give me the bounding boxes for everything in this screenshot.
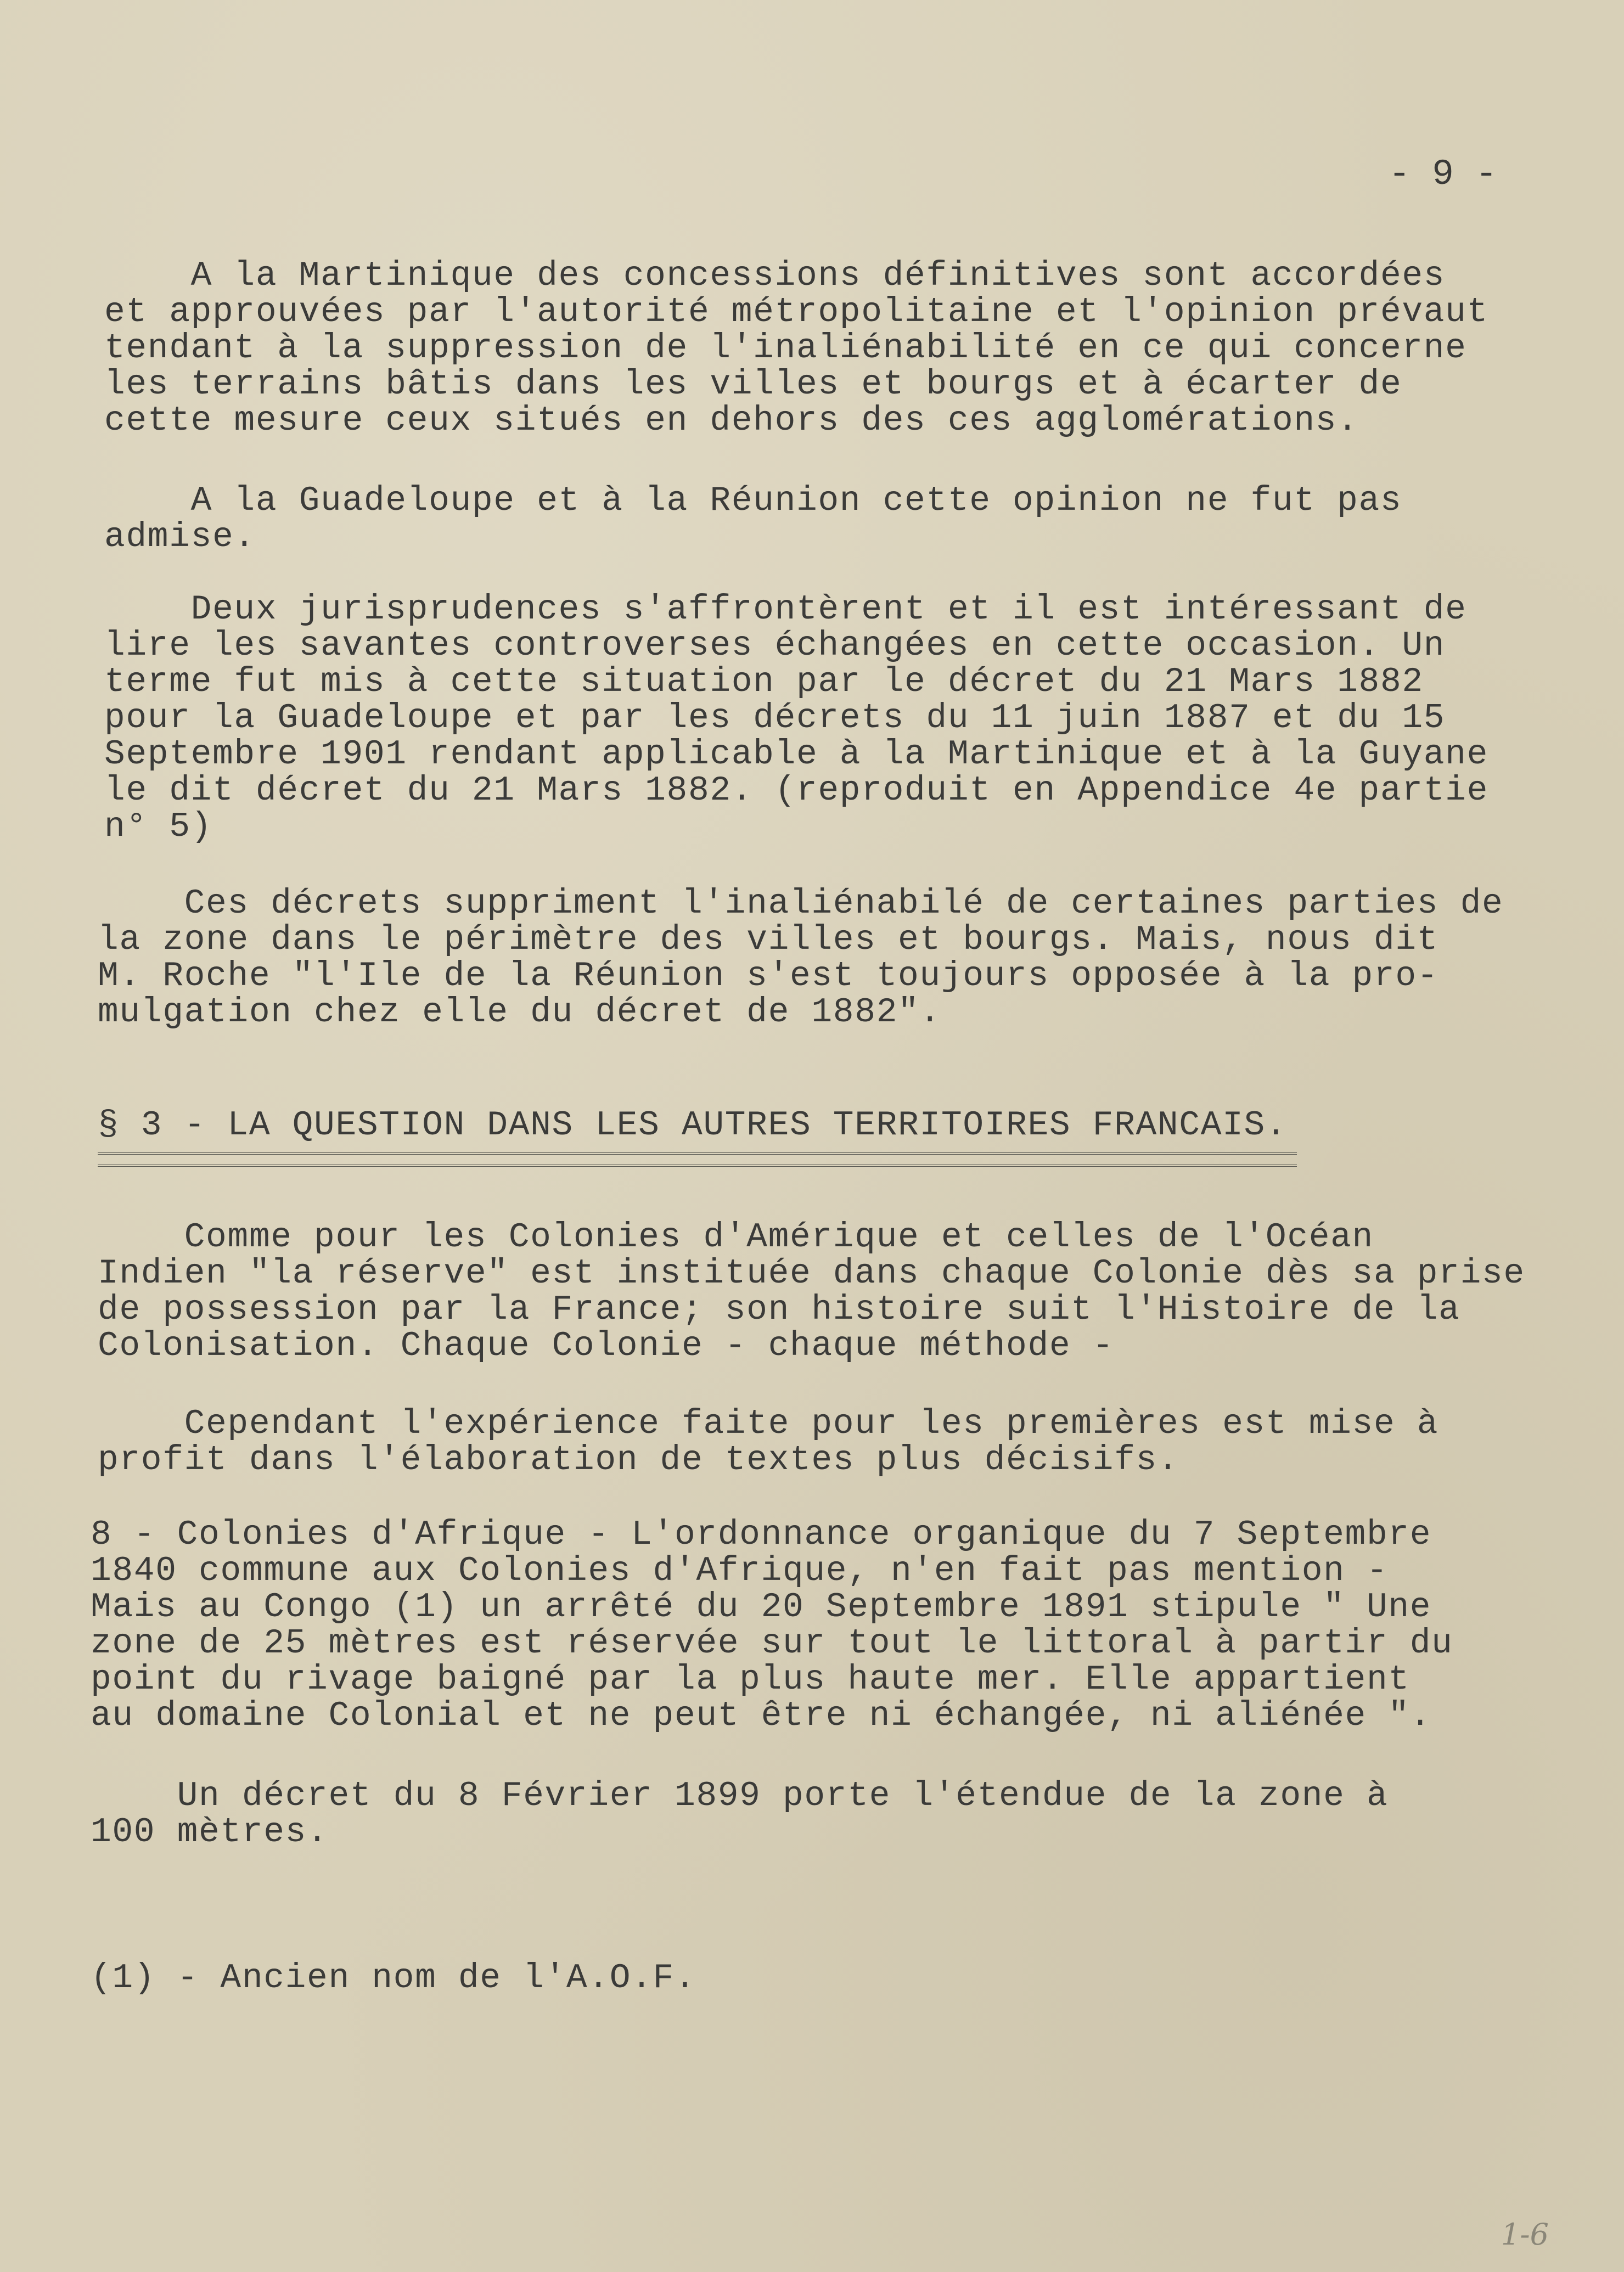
text-line: terme fut mis à cette situation par le décret du 21 Mars 1882 (104, 662, 1424, 701)
text-line: n° 5) (104, 807, 213, 846)
text-line: lire les savantes controverses échangées en cette occasion. Un (104, 626, 1446, 665)
section-heading: § 3 - LA QUESTION DANS LES AUTRES TERRITOIRES FRANCAIS. (98, 1106, 1288, 1145)
text-line: M. Roche "l'Ile de la Réunion s'est toujours opposée à la pro- (98, 957, 1439, 996)
text-line: le dit décret du 21 Mars 1882. (reproduit en Appendice 4e partie (104, 771, 1488, 810)
text-line: Colonisation. Chaque Colonie - chaque méthode - (98, 1326, 1115, 1365)
text-line: Mais au Congo (1) un arrêté du 20 Septembre 1891 stipule " Une (91, 1588, 1432, 1627)
footnote: (1) - Ancien nom de l'A.O.F. (91, 1959, 696, 1998)
text-line: 1840 commune aux Colonies d'Afrique, n'en fait pas mention - (91, 1551, 1389, 1590)
text-line: au domaine Colonial et ne peut être ni échangée, ni aliénée ". (91, 1696, 1432, 1735)
text-line: Cependant l'expérience faite pour les premières est mise à (98, 1404, 1439, 1443)
text-line: cette mesure ceux situés en dehors des ces agglomérations. (104, 401, 1359, 440)
text-line: admise. (104, 518, 256, 556)
text-line: 100 mètres. (91, 1813, 329, 1852)
text-line: la zone dans le périmètre des villes et bourgs. Mais, nous dit (98, 920, 1439, 959)
text-line: point du rivage baigné par la plus haute mer. Elle appartient (91, 1660, 1410, 1699)
text-line: profit dans l'élaboration de textes plus décisifs. (98, 1441, 1179, 1480)
text-line: de possession par la France; son histoire suit l'Histoire de la (98, 1290, 1460, 1329)
text-line: Deux jurisprudences s'affrontèrent et il est intéressant de (104, 590, 1467, 629)
text-line: tendant à la suppression de l'inaliénabilité en ce qui concerne (104, 329, 1467, 368)
heading-separator (98, 1152, 1297, 1167)
text-line: A la Guadeloupe et à la Réunion cette opinion ne fut pas (104, 481, 1402, 520)
text-line: Septembre 1901 rendant applicable à la Martinique et à la Guyane (104, 735, 1488, 774)
text-line: et approuvées par l'autorité métropolitaine et l'opinion prévaut (104, 293, 1488, 331)
text-line: pour la Guadeloupe et par les décrets du 11 juin 1887 et du 15 (104, 699, 1446, 738)
text-line: les terrains bâtis dans les villes et bourgs et à écarter de (104, 365, 1402, 404)
text-line: Indien "la réserve" est instituée dans chaque Colonie dès sa prise (98, 1254, 1525, 1293)
text-line: 8 - Colonies d'Afrique - L'ordonnance organique du 7 Septembre (91, 1515, 1432, 1554)
text-line: mulgation chez elle du décret de 1882". (98, 993, 941, 1032)
text-line: Un décret du 8 Février 1899 porte l'étendue de la zone à (91, 1776, 1389, 1815)
text-line: Ces décrets suppriment l'inaliénabilé de certaines parties de (98, 884, 1504, 923)
text-line: A la Martinique des concessions définitives sont accordées (104, 256, 1446, 295)
corner-mark: 1-6 (1501, 2217, 1549, 2252)
text-line: zone de 25 mètres est réservée sur tout le littoral à partir du (91, 1624, 1453, 1663)
text-line: Comme pour les Colonies d'Amérique et celles de l'Océan (98, 1218, 1374, 1257)
page-number: - 9 - (1389, 154, 1498, 195)
